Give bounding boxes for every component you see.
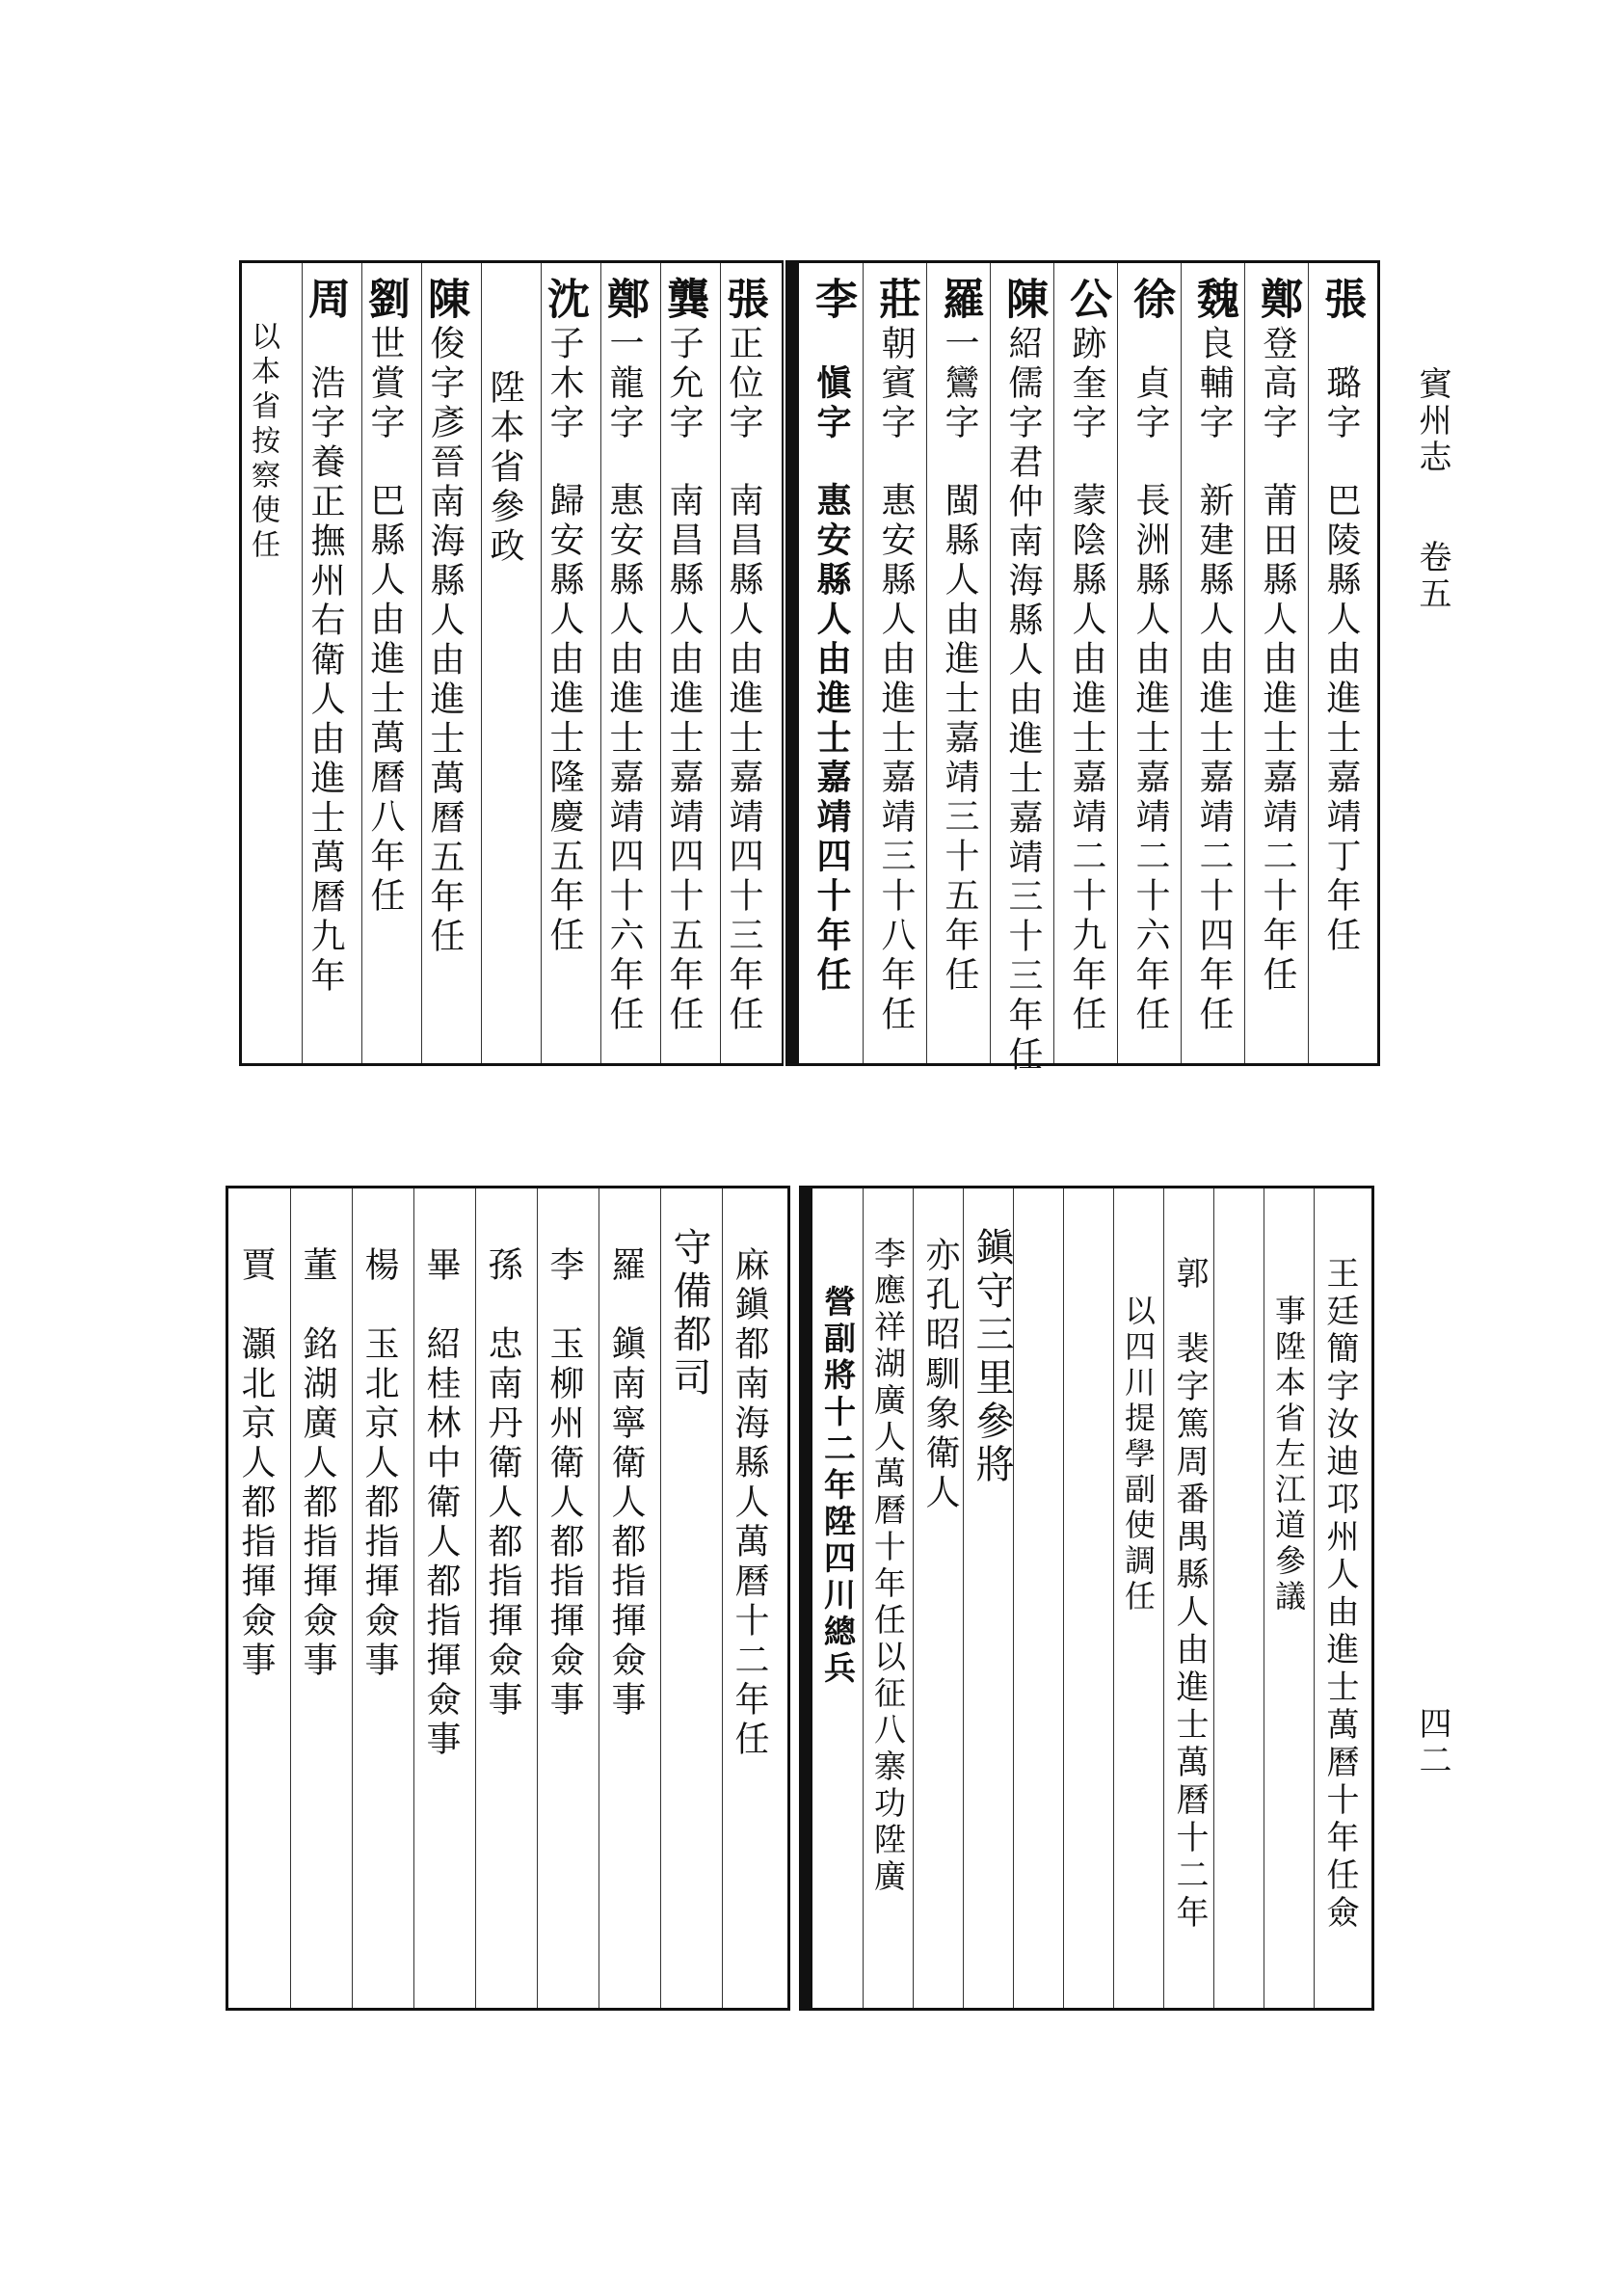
garrison-entry: 孫 忠南丹衛人都指揮僉事 — [483, 1246, 522, 1721]
official-entry: 陳紹儒字君仲南海縣人由進士嘉靖三十三年任 — [998, 277, 1048, 1076]
garrison-entry: 羅 鎭南寧衛人都指揮僉事 — [606, 1246, 646, 1721]
official-entry: 沈子木字歸安縣人由進士隆慶五年任 — [540, 277, 589, 956]
top-left-panel — [239, 260, 784, 1066]
official-entry: 公跡奎字蒙陰縣人由進士嘉靖二十九年任 — [1062, 277, 1111, 1035]
official-entry: 李 愼字惠安縣人由進士嘉靖四十年任 — [808, 277, 857, 996]
garrison-entry: 楊 玉北京人都指揮僉事 — [359, 1246, 399, 1681]
garrison-entry: 董 銘湖廣人都指揮僉事 — [298, 1246, 337, 1681]
official-entry: 羅一鸞字閩縣人由進士嘉靖三十五年任 — [935, 277, 984, 996]
official-entry: 龔子允字南昌縣人由進士嘉靖四十五年任 — [659, 277, 708, 1035]
official-entry: 王廷簡字汝迪邛州人由進士萬曆十年任僉 — [1320, 1256, 1359, 1933]
page-number: 四二 — [1413, 1706, 1451, 1779]
official-entry: 鄭一龍字惠安縣人由進士嘉靖四十六年任 — [599, 277, 649, 1035]
official-entry: 亦孔昭馴象衛人 — [920, 1237, 960, 1513]
official-note: 事陞本省左江道參議 — [1270, 1295, 1307, 1615]
official-entry: 郭 裴字篤周番禺縣人由進士萬曆十二年 — [1170, 1256, 1209, 1933]
official-entry: 劉世賞字巴縣人由進士萬曆八年任 — [360, 277, 410, 917]
garrison-entry: 麻鎭都南海縣人萬曆十二年任 — [730, 1246, 769, 1760]
official-entry: 鄭登高字莆田縣人由進士嘉靖二十年任 — [1253, 277, 1302, 996]
garrison-entry: 畢 紹桂林中衛人都指揮僉事 — [421, 1246, 461, 1760]
official-note: 陞本省參政 — [485, 369, 524, 567]
top-right-panel — [796, 260, 1380, 1076]
garrison-entry: 賈 灝北京人都指揮僉事 — [236, 1246, 276, 1681]
volume-label: 卷五 — [1413, 540, 1451, 613]
official-entry: 魏良輔字新建縣人由進士嘉靖二十四年任 — [1189, 277, 1238, 1035]
official-entry: 周 浩字養正撫州右衛人由進士萬曆九年 — [301, 277, 350, 997]
official-note: 以本省按察使任 — [246, 321, 279, 564]
official-entry: 張 璐字巴陵縣人由進士嘉靖丁年任 — [1317, 277, 1366, 956]
official-note: 營副將十二年陞四川總兵 — [819, 1285, 857, 1688]
bottom-right-panel — [810, 1186, 1374, 2011]
section-heading: 鎭守三里參將 — [970, 1227, 1014, 1487]
book-title: 賓州志 — [1413, 366, 1451, 476]
official-entry: 陳俊字彥晉南海縣人由進士萬曆五年任 — [420, 277, 469, 957]
official-entry: 李應祥湖廣人萬曆十年任以征八寨功陞廣 — [869, 1237, 907, 1896]
official-note: 以四川提學副使調任 — [1120, 1295, 1157, 1615]
section-heading: 守備都司 — [667, 1227, 711, 1401]
official-entry: 莊朝賓字惠安縣人由進士嘉靖三十八年任 — [871, 277, 920, 1035]
official-entry: 徐 貞字長洲縣人由進士嘉靖二十六年任 — [1126, 277, 1175, 1035]
bottom-left-panel — [226, 1186, 790, 2011]
garrison-entry: 李 玉柳州衛人都指揮僉事 — [545, 1246, 584, 1721]
official-entry: 張正位字南昌縣人由進士嘉靖四十三年任 — [719, 277, 768, 1035]
